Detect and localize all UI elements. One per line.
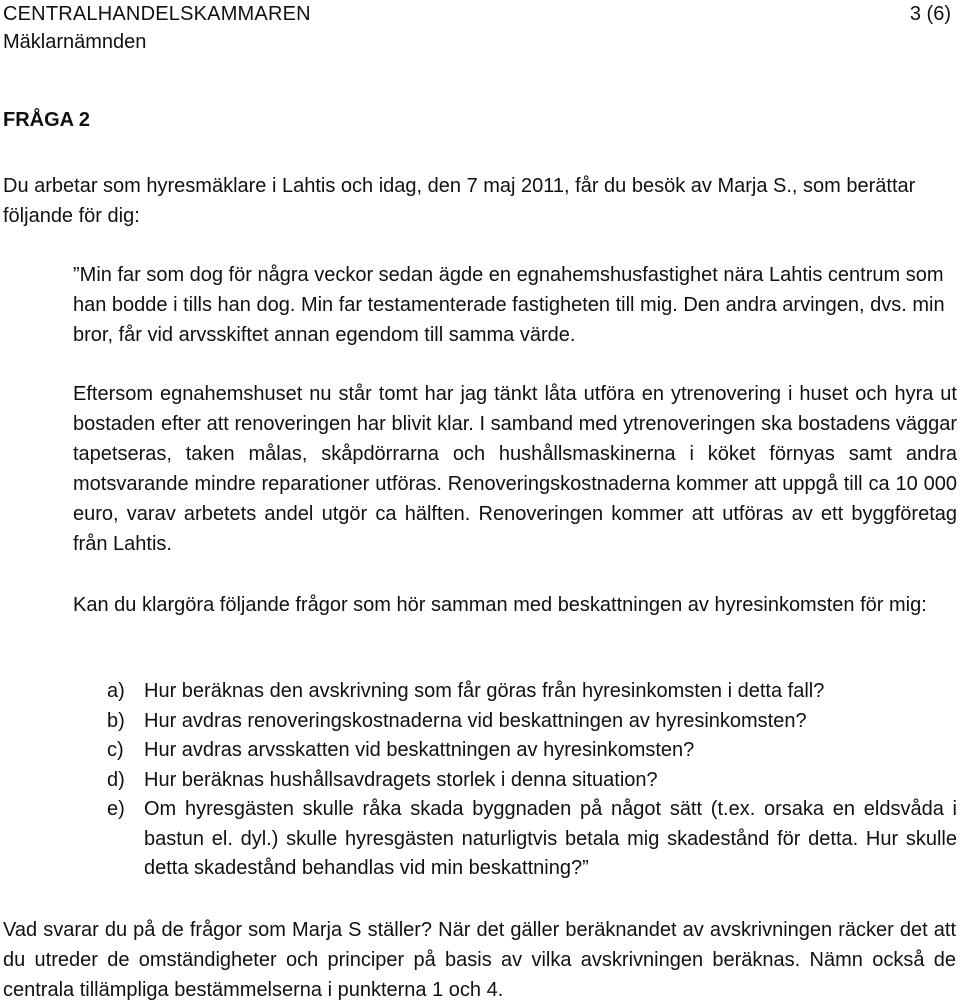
quote-paragraph xyxy=(73,260,953,350)
list-item-text: Om hyresgästen skulle råka skada byggnaden på något sätt (t.ex. orsaka en eldsvåda i bastun el. dyl.) skulle hyresgästen naturligtvis betala mig skadestånd för detta. Hur skulle detta skadestånd behandlas vid min beskattning?” xyxy=(144,798,957,879)
list-item-text: Hur avdras renoveringskostnaderna vid beskattningen av hyresinkomsten? xyxy=(144,709,807,732)
list-item xyxy=(107,795,957,884)
list-marker: e) xyxy=(107,798,125,820)
list-marker: a) xyxy=(107,680,125,702)
page-number: 3 (6) xyxy=(909,3,951,25)
list-item xyxy=(107,736,957,766)
list-marker: c) xyxy=(107,739,124,761)
list-item-text: Hur beräknas hushållsavdragets storlek i denna situation? xyxy=(144,768,658,791)
question-intro-text: Kan du klargöra följande frågor som hör samman med beskattningen av hyresinkomsten för mig: xyxy=(73,594,927,616)
quote-text: ”Min far som dog för några veckor sedan ägde en egnahemshusfastighet nära Lahtis centrum som han bodde i tills han dog. Min far testamenterade fastigheten till mig. Den andra arvingen, dvs. min bror, får vid arvsskiftet annan egendom till samma värde. xyxy=(73,264,945,346)
list-marker: d) xyxy=(107,768,125,791)
list-item xyxy=(107,766,957,796)
list-item-text: Hur avdras arvsskatten vid beskattningen av hyresinkomsten? xyxy=(144,739,695,761)
intro-paragraph xyxy=(3,171,953,231)
question-title: FRÅGA 2 xyxy=(3,109,91,131)
list-item xyxy=(107,677,957,707)
question-list xyxy=(107,677,957,884)
renovation-paragraph xyxy=(73,379,957,559)
organization-name: CENTRALHANDELSKAMMAREN xyxy=(3,3,311,25)
page-header xyxy=(3,0,951,56)
question-intro-paragraph xyxy=(73,590,957,620)
list-item xyxy=(107,707,957,737)
closing-paragraph xyxy=(3,915,956,1005)
intro-text: Du arbetar som hyresmäklare i Lahtis och idag, den 7 maj 2011, får du besök av Marja S., som berättar följande för dig: xyxy=(3,175,916,227)
list-marker: b) xyxy=(107,709,125,732)
list-item-text: Hur beräknas den avskrivning som får göras från hyresinkomsten i detta fall? xyxy=(144,680,825,702)
department-name: Mäklarnämnden xyxy=(3,31,147,53)
closing-text: Vad svarar du på de frågor som Marja S ställer? När det gäller beräknandet av avskrivningen räcker det att du utreder de omständigheter och principer på basis av vilka avskrivningen beräknas. Nämn också de centrala tillämpliga bestämmelserna i punkterna 1 och 4. xyxy=(3,919,956,1001)
renovation-text: Eftersom egnahemshuset nu står tomt har jag tänkt låta utföra en ytrenovering i huset och hyra ut bostaden efter att renoveringen har blivit klar. I samband med ytrenoveringen ska bostadens väggar tapetseras, taken målas, skåpdörrarna och hushållsmaskinerna i köket förnyas samt andra motsvarande mindre reparationer utföras. Renoveringskostnaderna kommer att uppgå till ca 10 000 euro, varav arbetets andel utgör ca hälften. Renoveringen kommer att utföras av ett byggföretag från Lahtis. xyxy=(73,383,957,555)
